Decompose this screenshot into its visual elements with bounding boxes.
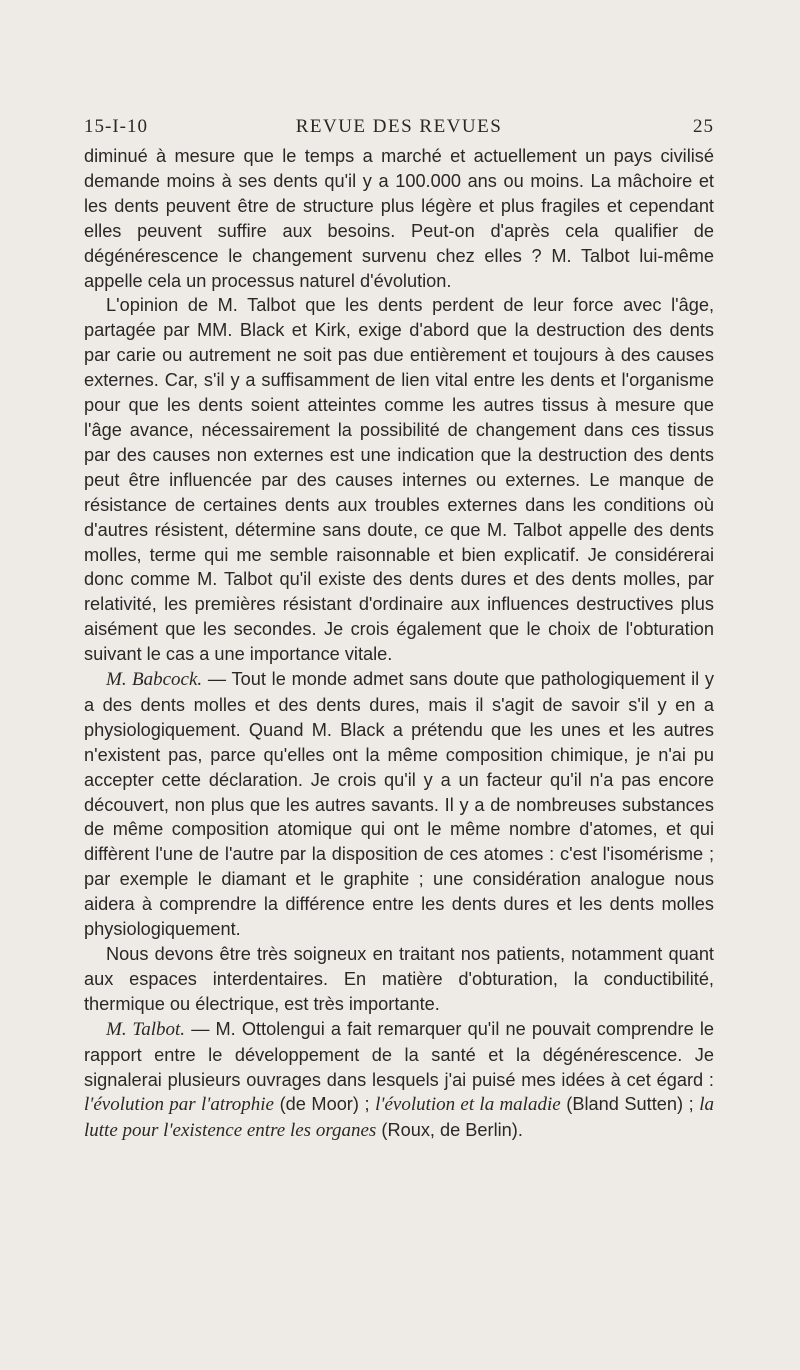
paragraph-5	[84, 1017, 714, 1145]
paragraph-1: diminué à mesure que le temps a marché et actuellement un pays civilisé demande moins à ses dents qu'il y a 100.000 ans ou moins. La mâchoire et les dents peuvent être de structure plus légère et plus fragiles et cependant elles peuvent suffire aux besoins. Peut-on d'après cela qualifier de dégénérescence le changement survenu chez elles ? M. Talbot lui-même appelle cela un processus naturel d'évolution.	[84, 146, 714, 291]
speaker-babcock: M. Babcock.	[106, 669, 203, 691]
work-title-1: l'évolution par l'atrophie	[84, 1094, 274, 1116]
paragraph-2: L'opinion de M. Talbot que les dents perdent de leur force avec l'âge, partagée par MM. Black et Kirk, exige d'abord que la destruction des dents par carie ou autrement ne soit pas due entièrement et toujours à des causes externes. Car, s'il y a suffisamment de lien vital entre les dents et l'organisme pour que les dents soient atteintes comme les autres tissus à mesure que l'âge avance, nécessairement la possibilité de changement dans ces tissus par des causes non externes est une indication que la destruction des dents peut être influencée par des causes internes ou externes. Le manque de résistance de certaines dents aux troubles externes dans les conditions où d'autres résistent, détermine sans doute, ce que M. Talbot appelle des dents molles, terme qui me semble raisonnable et bien explicatif. Je considérerai donc comme M. Talbot qu'il existe des dents dures et des dents molles, par relativité, les premières résistant d'ordinaire aux influences destructives plus aisément que les secondes. Je crois également que le choix de l'obturation suivant le cas a une importance vitale.	[84, 295, 714, 665]
paragraph-5-text-d: (Roux, de Berlin).	[376, 1120, 523, 1141]
header-title: REVUE DES REVUES	[295, 116, 503, 137]
paragraph-3-text: — Tout le monde admet sans doute que pathologiquement il y a des dents molles et des dents dures, mais il s'agit de savoir s'il y en a physiologiquement. Quand M. Black a prétendu que les unes et les autres n'existent pas, parce qu'elles ont la même composition chimique, je n'ai pu accepter cette déclaration. Je crois qu'il y a un facteur qu'il n'a pas encore découvert, non plus que les autres savants. Il y a de nombreuses substances de même composition atomique qui ont le même nombre d'atomes, et qui diffèrent l'une de l'autre par la disposition de ces atomes : c'est l'isomérisme ; par exemple le diamant et le graphite ; une considération analogue nous aidera à comprendre la différence entre les dents dures et les dents molles physiologiquement.	[84, 669, 715, 940]
page-number: 25	[693, 116, 714, 137]
speaker-talbot: M. Talbot.	[106, 1018, 186, 1040]
work-title-2: l'évolution et la maladie	[375, 1094, 561, 1116]
body-text	[84, 144, 714, 1144]
work-title-3: la lutte pour l'existence entre les organes	[84, 1094, 715, 1142]
paragraph-4: Nous devons être très soigneux en traitant nos patients, notamment quant aux espaces interdentaires. En matière d'obturation, la conductibilité, thermique ou électrique, est très importante.	[84, 944, 714, 1014]
paragraph-5-text-c: (Bland Sutten) ;	[560, 1094, 700, 1115]
page-header	[84, 112, 714, 140]
paragraph-3	[84, 667, 714, 942]
paragraph-5-text-b: (de Moor) ;	[274, 1094, 376, 1115]
paragraph-5-text-a: — M. Ottolengui a fait remarquer qu'il ne pouvait comprendre le rapport entre le développement de la santé et la dégénérescence. Je signalerai plusieurs ouvrages dans lesquels j'ai puisé mes idées à cet égard :	[84, 1018, 714, 1090]
header-date: 15-I-10	[84, 116, 148, 137]
